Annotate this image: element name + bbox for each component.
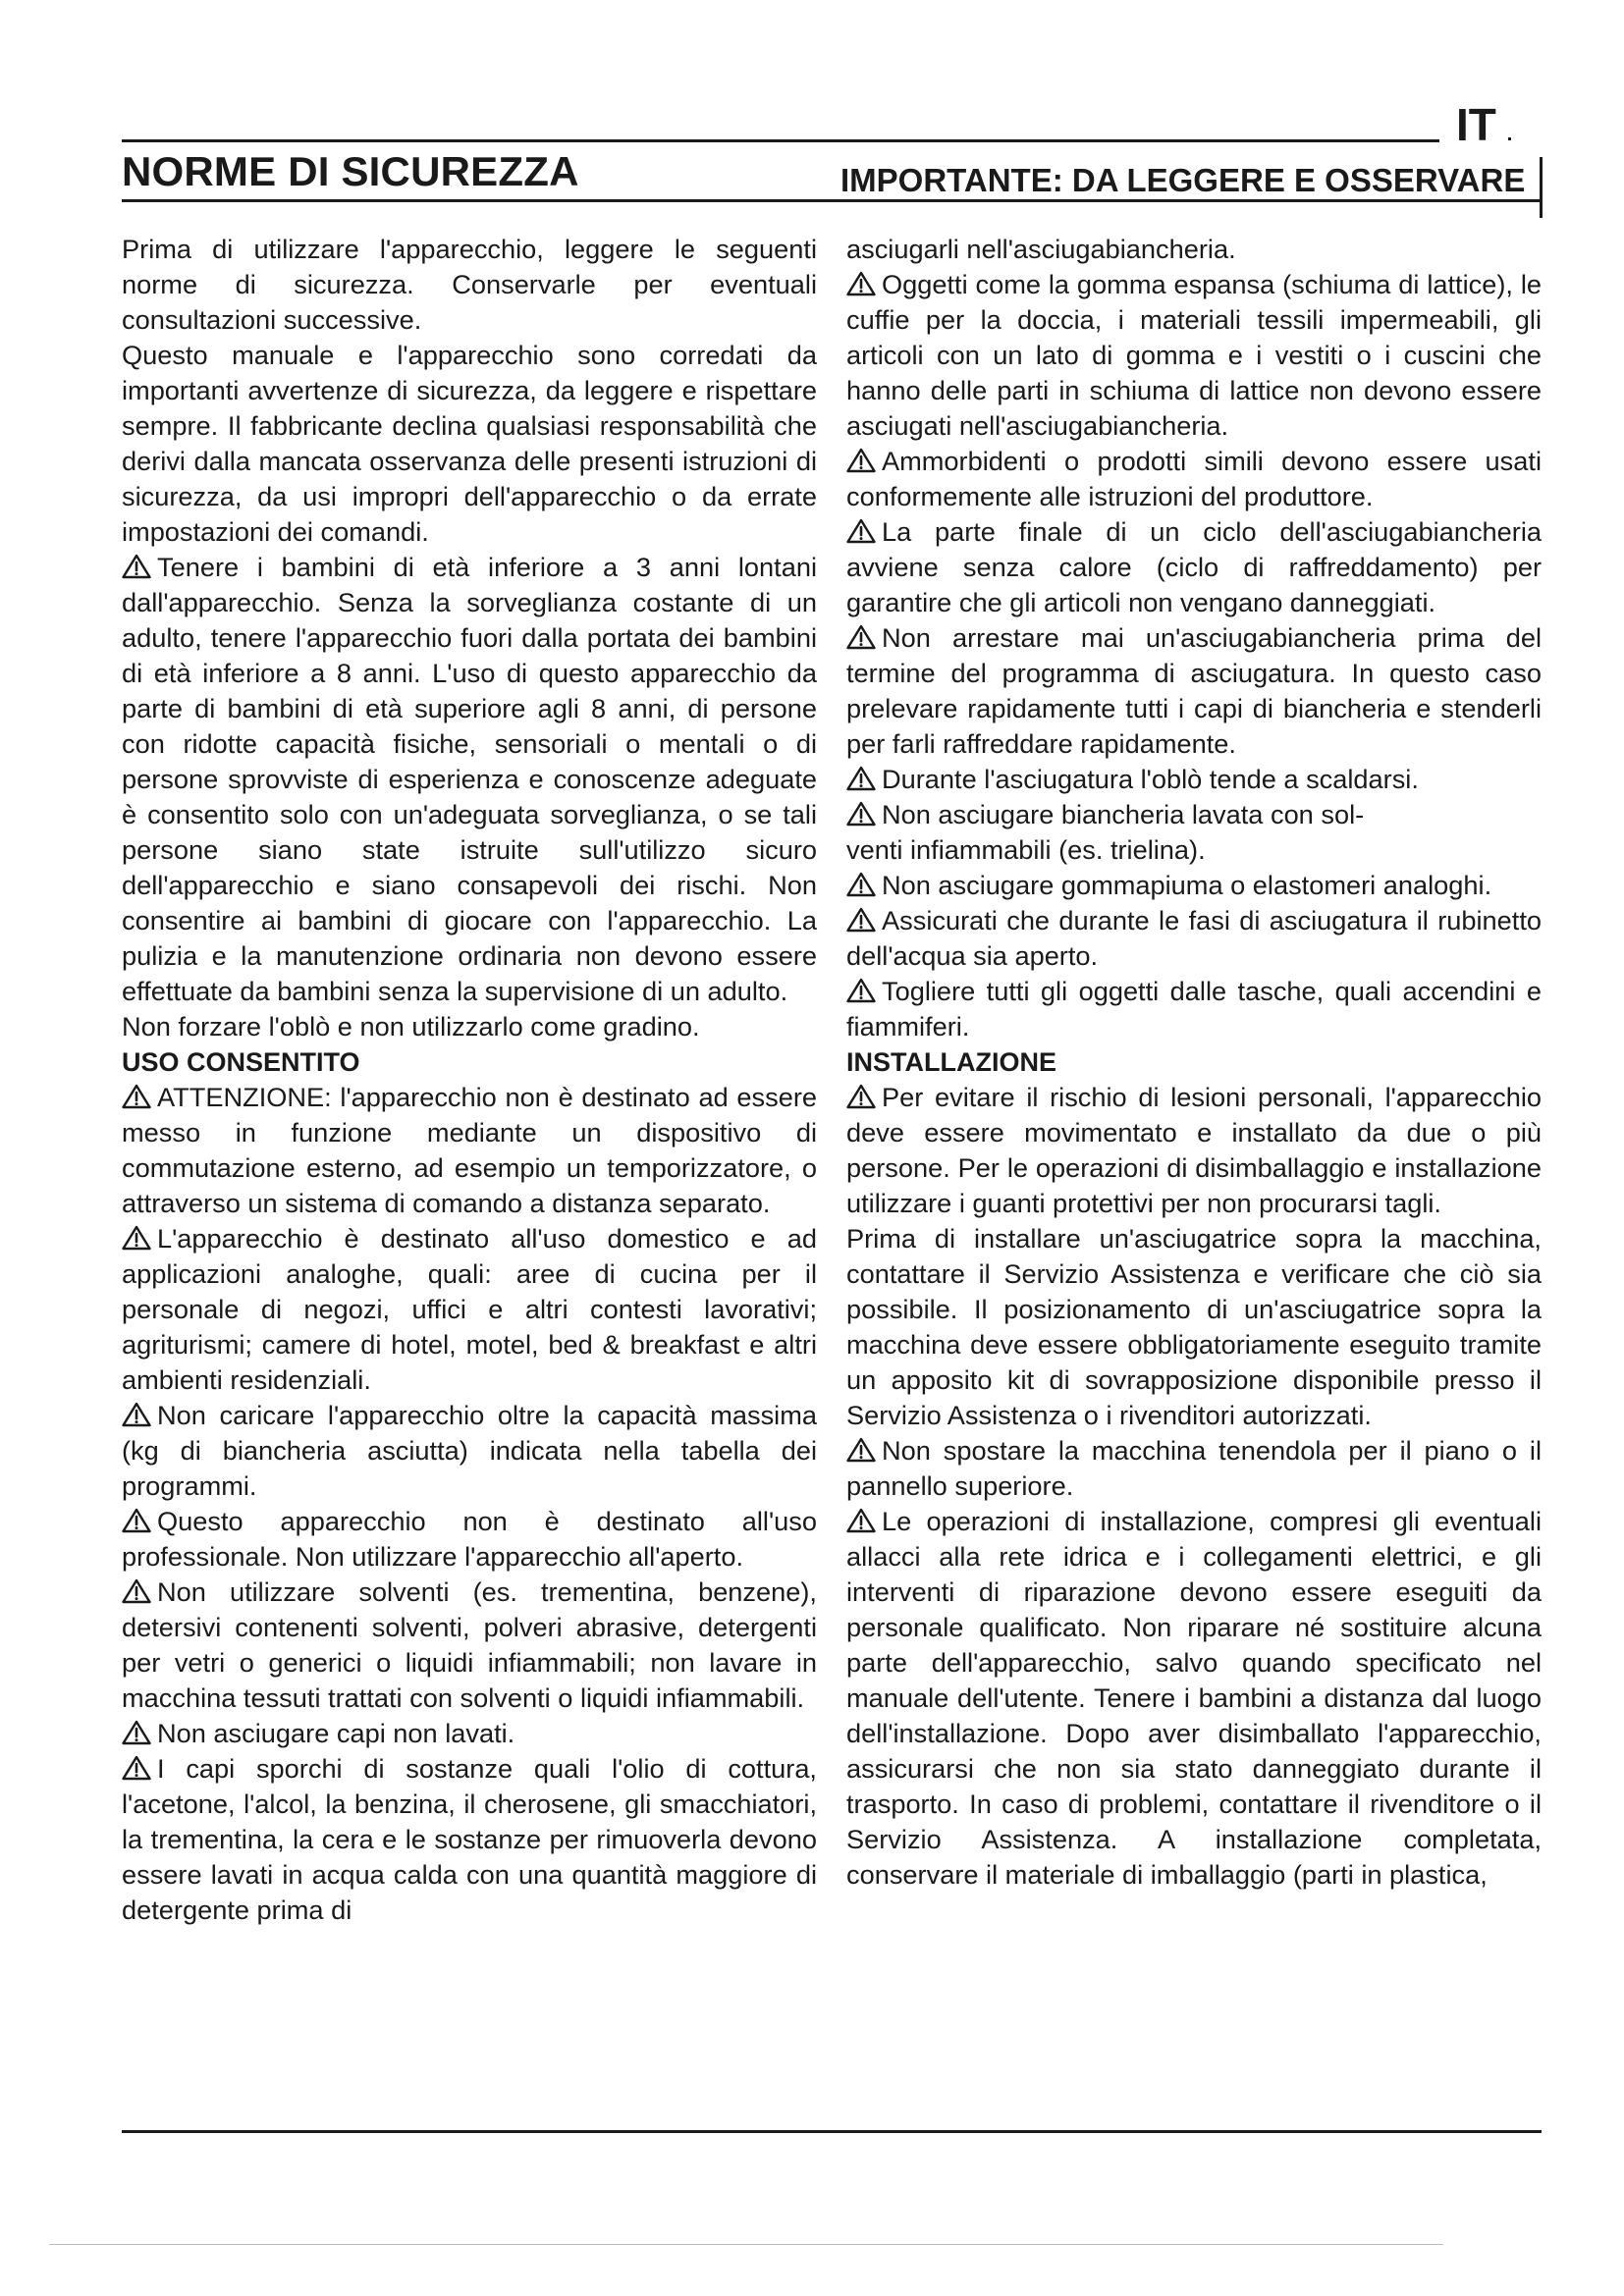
solvents-warning [122, 1575, 817, 1716]
capacity-warning [122, 1398, 817, 1504]
warning-triangle-icon [846, 1437, 876, 1463]
header-rule [122, 139, 1439, 142]
warning-triangle-icon [122, 1402, 151, 1427]
warning-triangle-icon [122, 554, 151, 579]
capacity-text: Non caricare l'apparecchio oltre la capacità massima (kg di biancheria asciutta) indicata nella tabella dei programmi. [122, 1400, 817, 1501]
page-title: NORME DI SICUREZZA [122, 148, 579, 194]
softener-text: Ammorbidenti o prodotti simili devono essere usati conformemente alle istruzioni del produttore. [846, 446, 1542, 511]
unwashed-text: Non asciugare capi non lavati. [157, 1718, 515, 1748]
installation-operations-text: Le operazioni di installazione, compresi gli eventuali allacci alla rete idrica e i collegamenti elettrici, e gli interventi di riparazione devono essere eseguiti da personale qualificato. Non riparare né sostituire alcuna parte dell'apparecchio, salvo quando specificato nel manuale dell'utente. Tenere i bambini a distanza dal luogo dell'installazione. Dopo aver disimballato l'apparecchio, assicurarsi che non sia stato danneggiato durante il trasporto. In caso di problemi, contattare il rivenditore o il Servizio Assistenza. A installazione completata, conservare il materiale di imballaggio (parti in plastica, [846, 1506, 1542, 1890]
continued-paragraph: asciugarli nell'asciugabiancheria. [846, 234, 1236, 264]
footer-rule [122, 2130, 1542, 2133]
door-heat-warning [846, 762, 1542, 797]
children-warning [122, 550, 817, 1009]
softener-warning [846, 444, 1542, 514]
manual-warning-paragraph: Questo manuale e l'apparecchio sono corredati da importanti avvertenze di sicurezza, da leggere e rispettare sempre. Il fabbricante declina qualsiasi responsabilità che derivi dalla mancata osservanza delle presenti istruzioni di sicurezza, da usi impropri dell'apparecchio o da errate impostazioni dei comandi. [122, 340, 817, 547]
professional-use-text: Questo apparecchio non è destinato all'uso professionale. Non utilizzare l'apparecchio all'aperto. [122, 1506, 817, 1572]
solvents-text: Non utilizzare solventi (es. trementina, benzene), detersivi contenenti solventi, polveri abrasive, detergenti per vetri o generici o liquidi infiammabili; non lavare in macchina tessuti trattati con solventi o liquidi infiammabili. [122, 1576, 817, 1713]
warning-triangle-icon [846, 801, 876, 827]
foam-items-warning [846, 267, 1542, 444]
warning-triangle-icon [846, 271, 876, 296]
title-rule [122, 199, 1542, 202]
warning-triangle-icon [846, 978, 876, 1003]
flammable-solvents-warning [846, 797, 1542, 868]
attention-warning [122, 1080, 817, 1221]
pockets-warning [846, 974, 1542, 1044]
cooling-cycle-warning [846, 514, 1542, 620]
foam-items-text: Oggetti come la gomma espansa (schiuma di lattice), le cuffie per la doccia, i materiali tessili impermeabili, gli articoli con un lato di gomma e i vestiti o i cuscini che hanno delle parti in schiuma di lattice non devono essere asciugati nell'asciugabiancheria. [846, 269, 1542, 441]
left-column [122, 232, 817, 1928]
water-tap-warning [846, 903, 1542, 974]
right-column [846, 232, 1542, 1893]
moving-warning [846, 1433, 1542, 1504]
warning-triangle-icon [846, 872, 876, 897]
domestic-use-text: L'apparecchio è destinato all'uso domestico e ad applicazioni analoghe, quali: aree di cucina per il personale di negozi, uffici e altri contesti lavorativi; agriturismi; camere di hotel, motel, bed & breakfast e altri ambienti residenziali. [122, 1223, 817, 1395]
pockets-text: Togliere tutti gli oggetti dalle tasche, quali accendini e fiammiferi. [846, 976, 1542, 1041]
section-heading-uso-consentito: USO CONSENTITO [122, 1047, 360, 1077]
flammable-solvents-text-line2: venti infiammabili (es. trielina). [846, 834, 1206, 865]
children-warning-text: Tenere i bambini di età inferiore a 3 anni lontani dall'apparecchio. Senza la sorveglianza costante di un adulto, tenere l'apparecchio fuori dalla portata dei bambini di età inferiore a 8 anni. L'uso di questo apparecchio da parte di bambini di età superiore agli 8 anni, di persone con ridotte capacità fisiche, sensoriali o mentali o di persone sprovviste di esperienza e conoscenze adeguate è consentito solo con un'adeguata sorveglianza, o se tali persone siano state istruite sull'utilizzo sicuro dell'apparecchio e siano consapevoli dei rischi. Non consentire ai bambini di giocare con l'apparecchio. La pulizia e la manutenzione ordinaria non devono essere effettuate da bambini senza la supervisione di un adulto. [122, 552, 817, 1006]
warning-triangle-icon [846, 624, 876, 650]
water-tap-text: Assicurati che durante le fasi di asciugatura il rubinetto dell'acqua sia aperto. [846, 905, 1542, 971]
moving-text: Non spostare la macchina tenendola per il piano o il pannello superiore. [846, 1435, 1542, 1501]
warning-triangle-icon [122, 1755, 151, 1781]
language-dot [1508, 137, 1511, 140]
door-warning: Non forzare l'oblò e non utilizzarlo come gradino. [122, 1011, 700, 1041]
dirty-garments-text: I capi sporchi di sostanze quali l'olio di cottura, l'acetone, l'alcol, la benzina, il cherosene, gli smacchiatori, la trementina, la cera e le sostanze per rimuoverla devono essere lavati in acqua calda con una quantità maggiore di detergente prima di [122, 1753, 817, 1925]
foam-rubber-text: Non asciugare gommapiuma o elastomeri analoghi. [882, 870, 1492, 900]
dirty-garments-warning [122, 1751, 817, 1928]
installation-operations-warning [846, 1504, 1542, 1893]
foam-rubber-warning [846, 868, 1542, 903]
header-vertical-bar [1540, 157, 1543, 218]
professional-use-warning [122, 1504, 817, 1575]
door-heat-text: Durante l'asciugatura l'oblò tende a scaldarsi. [882, 764, 1419, 794]
warning-triangle-icon [846, 1084, 876, 1109]
attention-warning-text: ATTENZIONE: l'apparecchio non è destinato ad essere messo in funzione mediante un dispositivo di commutazione esterno, ad esempio un temporizzatore, o attraverso un sistema di comando a distanza separato. [122, 1082, 817, 1218]
warning-triangle-icon [846, 907, 876, 933]
injury-risk-text: Per evitare il rischio di lesioni personali, l'apparecchio deve essere movimentato e installato da due o più persone. Per le operazioni di disimballaggio e installazione utilizzare i guanti protettivi per non procurarsi tagli. [846, 1082, 1542, 1218]
warning-triangle-icon [122, 1720, 151, 1745]
warning-triangle-icon [846, 1508, 876, 1533]
warning-triangle-icon [846, 766, 876, 791]
warning-triangle-icon [122, 1225, 151, 1251]
page-subtitle: IMPORTANTE: DA LEGGERE E OSSERVARE [840, 162, 1526, 198]
intro-paragraph: Prima di utilizzare l'apparecchio, leggere le seguenti norme di sicurezza. Conservarle per eventuali consultazioni successive. [122, 234, 817, 335]
language-code: IT [1456, 99, 1496, 150]
stop-dryer-warning [846, 620, 1542, 762]
stop-dryer-text: Non arrestare mai un'asciugabiancheria prima del termine del programma di asciugatura. In questo caso prelevare rapidamente tutti i capi di biancheria e stenderli per farli raffreddare rapidamente. [846, 622, 1542, 759]
page-bottom-rule [49, 2244, 1443, 2245]
injury-risk-warning [846, 1080, 1542, 1221]
warning-triangle-icon [122, 1578, 151, 1604]
flammable-solvents-text-line1: Non asciugare biancheria lavata con sol- [882, 799, 1365, 829]
warning-triangle-icon [846, 518, 876, 544]
unwashed-warning [122, 1716, 817, 1751]
cooling-cycle-text: La parte finale di un ciclo dell'asciugabiancheria avviene senza calore (ciclo di raffreddamento) per garantire che gli articoli non vengano danneggiati. [846, 516, 1542, 617]
domestic-use-warning [122, 1221, 817, 1398]
section-heading-installazione: INSTALLAZIONE [846, 1047, 1056, 1077]
warning-triangle-icon [122, 1084, 151, 1109]
stacking-paragraph: Prima di installare un'asciugatrice sopra la macchina, contattare il Servizio Assistenza e verificare che ciò sia possibile. Il posizionamento di un'asciugatrice sopra la macchina deve essere obbligatoriamente eseguito tramite un apposito kit di sovrapposizione disponibile presso il Servizio Assistenza o i rivenditori autorizzati. [846, 1223, 1542, 1430]
warning-triangle-icon [122, 1508, 151, 1533]
warning-triangle-icon [846, 448, 876, 473]
